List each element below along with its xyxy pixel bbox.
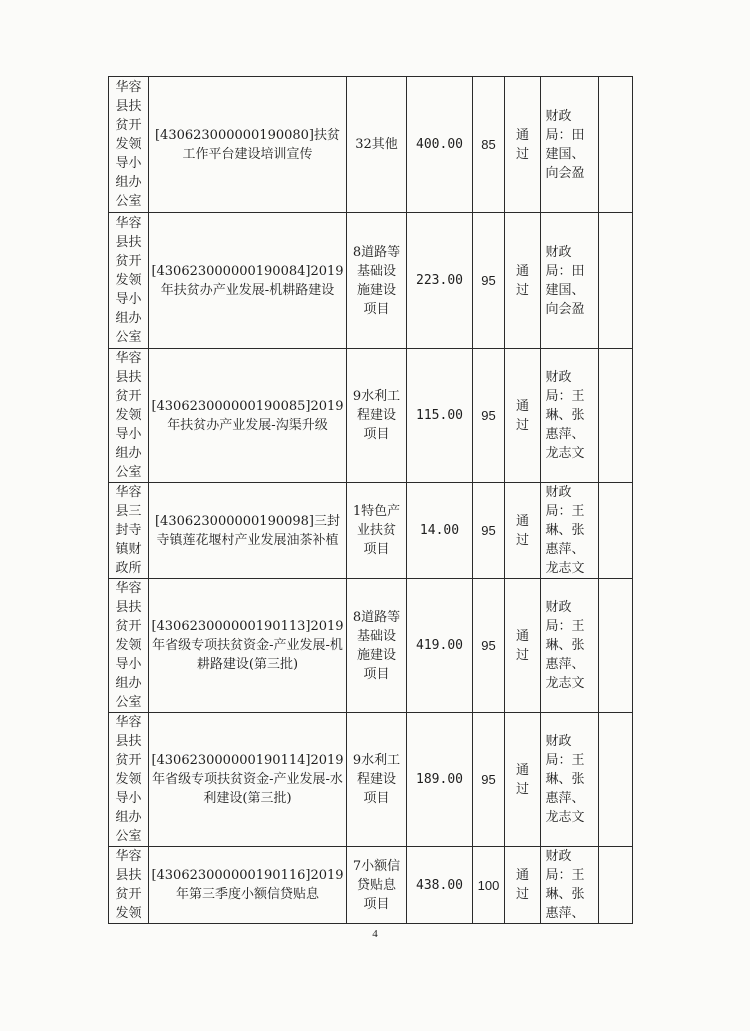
- table-row: [109, 847, 633, 924]
- unit-cell: 华容县扶贫开发领: [109, 847, 149, 924]
- remark-cell: 财政局：王琳、张惠萍、龙志文: [541, 349, 599, 483]
- unit-cell: 华容县扶贫开发领导小组办公室: [109, 713, 149, 847]
- score-cell: 95: [473, 213, 505, 349]
- table-row: [109, 713, 633, 847]
- table-row: [109, 483, 633, 579]
- amount-cell: 189.00: [407, 713, 473, 847]
- project-cell: [430623000000190098]三封寺镇莲花堰村产业发展油茶补植: [149, 483, 347, 579]
- score-cell: 95: [473, 349, 505, 483]
- category-cell: 9水利工程建设项目: [347, 349, 407, 483]
- result-cell: 通过: [505, 77, 541, 213]
- project-cell: [430623000000190085]2019年扶贫办产业发展-沟渠升级: [149, 349, 347, 483]
- page-number: 4: [372, 928, 378, 940]
- table-row: [109, 213, 633, 349]
- score-cell: 95: [473, 579, 505, 713]
- project-cell: [430623000000190080]扶贫工作平台建设培训宣传: [149, 77, 347, 213]
- result-cell: 通过: [505, 847, 541, 924]
- remark-cell: 财政局：王琳、张惠萍、龙志文: [541, 579, 599, 713]
- amount-cell: 400.00: [407, 77, 473, 213]
- amount-cell: 223.00: [407, 213, 473, 349]
- blank-cell: [599, 847, 633, 924]
- category-cell: 9水利工程建设项目: [347, 713, 407, 847]
- project-review-table: [108, 76, 633, 924]
- result-cell: 通过: [505, 579, 541, 713]
- blank-cell: [599, 213, 633, 349]
- result-cell: 通过: [505, 213, 541, 349]
- result-cell: 通过: [505, 349, 541, 483]
- category-cell: 7小额信贷贴息项目: [347, 847, 407, 924]
- category-cell: 8道路等基础设施建设项目: [347, 579, 407, 713]
- amount-cell: 115.00: [407, 349, 473, 483]
- score-cell: 95: [473, 483, 505, 579]
- blank-cell: [599, 713, 633, 847]
- remark-cell: 财政局：田建国、向会盈: [541, 77, 599, 213]
- category-cell: 8道路等基础设施建设项目: [347, 213, 407, 349]
- project-cell: [430623000000190084]2019年扶贫办产业发展-机耕路建设: [149, 213, 347, 349]
- project-cell: [430623000000190116]2019年第三季度小额信贷贴息: [149, 847, 347, 924]
- score-cell: 85: [473, 77, 505, 213]
- blank-cell: [599, 483, 633, 579]
- project-cell: [430623000000190113]2019年省级专项扶贫资金-产业发展-机耕路建设(第三批): [149, 579, 347, 713]
- amount-cell: 438.00: [407, 847, 473, 924]
- project-cell: [430623000000190114]2019年省级专项扶贫资金-产业发展-水利建设(第三批): [149, 713, 347, 847]
- remark-cell: 财政局：王琳、张惠萍、龙志文: [541, 483, 599, 579]
- table-row: [109, 579, 633, 713]
- score-cell: 95: [473, 713, 505, 847]
- remark-cell: 财政局：王琳、张惠萍、龙志文: [541, 713, 599, 847]
- unit-cell: 华容县扶贫开发领导小组办公室: [109, 77, 149, 213]
- result-cell: 通过: [505, 713, 541, 847]
- table-row: [109, 349, 633, 483]
- category-cell: 32其他: [347, 77, 407, 213]
- unit-cell: 华容县扶贫开发领导小组办公室: [109, 349, 149, 483]
- unit-cell: 华容县三封寺镇财政所: [109, 483, 149, 579]
- table-row: [109, 77, 633, 213]
- amount-cell: 419.00: [407, 579, 473, 713]
- result-cell: 通过: [505, 483, 541, 579]
- unit-cell: 华容县扶贫开发领导小组办公室: [109, 579, 149, 713]
- score-cell: 100: [473, 847, 505, 924]
- unit-cell: 华容县扶贫开发领导小组办公室: [109, 213, 149, 349]
- blank-cell: [599, 579, 633, 713]
- remark-cell: 财政局：王琳、张惠萍、: [541, 847, 599, 924]
- blank-cell: [599, 349, 633, 483]
- category-cell: 1特色产业扶贫项目: [347, 483, 407, 579]
- remark-cell: 财政局：田建国、向会盈: [541, 213, 599, 349]
- amount-cell: 14.00: [407, 483, 473, 579]
- blank-cell: [599, 77, 633, 213]
